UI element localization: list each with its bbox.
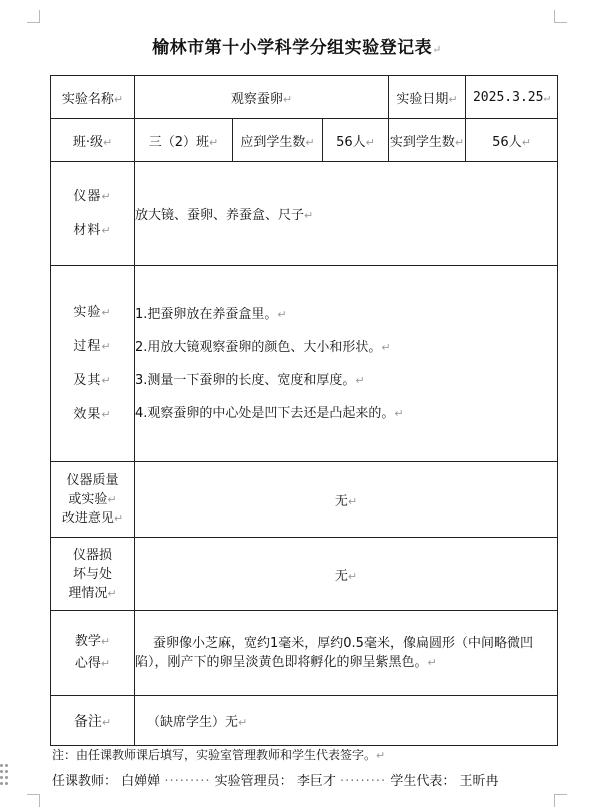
page-corner-mark bbox=[27, 794, 40, 807]
table-row-name bbox=[51, 76, 558, 119]
page-corner-mark bbox=[27, 10, 40, 23]
damage-cell[interactable]: 无↵ bbox=[135, 538, 558, 611]
paragraph-mark: ↵ bbox=[432, 43, 442, 56]
actual-students-label[interactable]: 实到学生数↵ bbox=[389, 119, 466, 162]
list-item: 1.把蚕卵放在养蚕盒里。↵ bbox=[135, 306, 287, 322]
materials-cell[interactable]: 放大镜、蚕卵、养蚕盒、尺子↵ bbox=[135, 162, 558, 266]
student-name: 王昕冉 bbox=[459, 774, 499, 789]
list-item: 4.观察蚕卵的中心处是凹下去还是凸起来的。↵ bbox=[135, 405, 404, 421]
materials-label[interactable]: 仪器↵ 材料↵ bbox=[51, 162, 135, 266]
teacher-name: 白婵婵 bbox=[121, 774, 161, 789]
manager-label: 实验管理员： bbox=[214, 774, 293, 789]
signature-line[interactable] bbox=[52, 770, 498, 789]
leader-dots: ········· bbox=[339, 774, 387, 789]
actual-students-cell[interactable]: 56人↵ bbox=[466, 119, 558, 162]
experiment-name-cell[interactable]: 观察蚕卵↵ bbox=[135, 76, 389, 119]
registration-table bbox=[50, 75, 558, 746]
footer-note[interactable]: 注：由任课教师课后填写，实验室管理教师和学生代表签字。↵ bbox=[52, 748, 386, 762]
table-row-quality bbox=[51, 462, 558, 538]
table-row-class bbox=[51, 119, 558, 162]
reflection-cell[interactable]: 蚕卵像小芝麻，宽约1毫米，厚约0.5毫米，像扁圆形（中间略微凹陷），刚产下的卵呈淡黄色即将孵化的卵呈紫黑色。↵ bbox=[135, 611, 558, 696]
quality-cell[interactable]: 无↵ bbox=[135, 462, 558, 538]
document-title-text: 榆林市第十小学科学分组实验登记表 bbox=[152, 38, 433, 58]
student-label: 学生代表： bbox=[390, 774, 456, 789]
list-item: 2.用放大镜观察蚕卵的颜色、大小和形状。↵ bbox=[135, 339, 391, 355]
experiment-date-label[interactable]: 实验日期↵ bbox=[389, 76, 466, 119]
table-row-notes bbox=[51, 696, 558, 746]
table-row-process bbox=[51, 266, 558, 462]
process-label[interactable]: 实验↵ 过程↵ 及其↵ 效果↵ bbox=[51, 266, 135, 462]
experiment-name-label[interactable]: 实验名称↵ bbox=[51, 76, 135, 119]
notes-cell[interactable]: （缺席学生）无↵ bbox=[135, 696, 558, 746]
document-title[interactable] bbox=[0, 33, 594, 58]
table-row-materials bbox=[51, 162, 558, 266]
class-label[interactable]: 班·级↵ bbox=[51, 119, 135, 162]
page-corner-mark bbox=[554, 10, 567, 23]
teacher-label: 任课教师： bbox=[52, 774, 118, 789]
process-cell[interactable] bbox=[135, 266, 558, 462]
page-corner-mark bbox=[554, 794, 567, 807]
notes-label[interactable]: 备注↵ bbox=[51, 696, 135, 746]
table-row-reflection bbox=[51, 611, 558, 696]
expected-students-cell[interactable]: 56人↵ bbox=[323, 119, 389, 162]
expected-students-label[interactable]: 应到学生数↵ bbox=[233, 119, 323, 162]
table-row-damage bbox=[51, 538, 558, 611]
reflection-label[interactable]: 教学↵ 心得↵ bbox=[51, 611, 135, 696]
leader-dots: ········· bbox=[164, 774, 211, 789]
experiment-date-cell[interactable]: 2025.3.25↵ bbox=[466, 76, 558, 119]
drag-handle-icon[interactable] bbox=[0, 764, 10, 790]
manager-name: 李巨才 bbox=[296, 774, 336, 789]
quality-label[interactable]: 仪器质量 或实验↵ 改进意见↵ bbox=[51, 462, 135, 538]
damage-label[interactable]: 仪器损 坏与处 理情况↵ bbox=[51, 538, 135, 611]
list-item: 3.测量一下蚕卵的长度、宽度和厚度。↵ bbox=[135, 372, 365, 388]
class-cell[interactable]: 三（2）班↵ bbox=[135, 119, 233, 162]
